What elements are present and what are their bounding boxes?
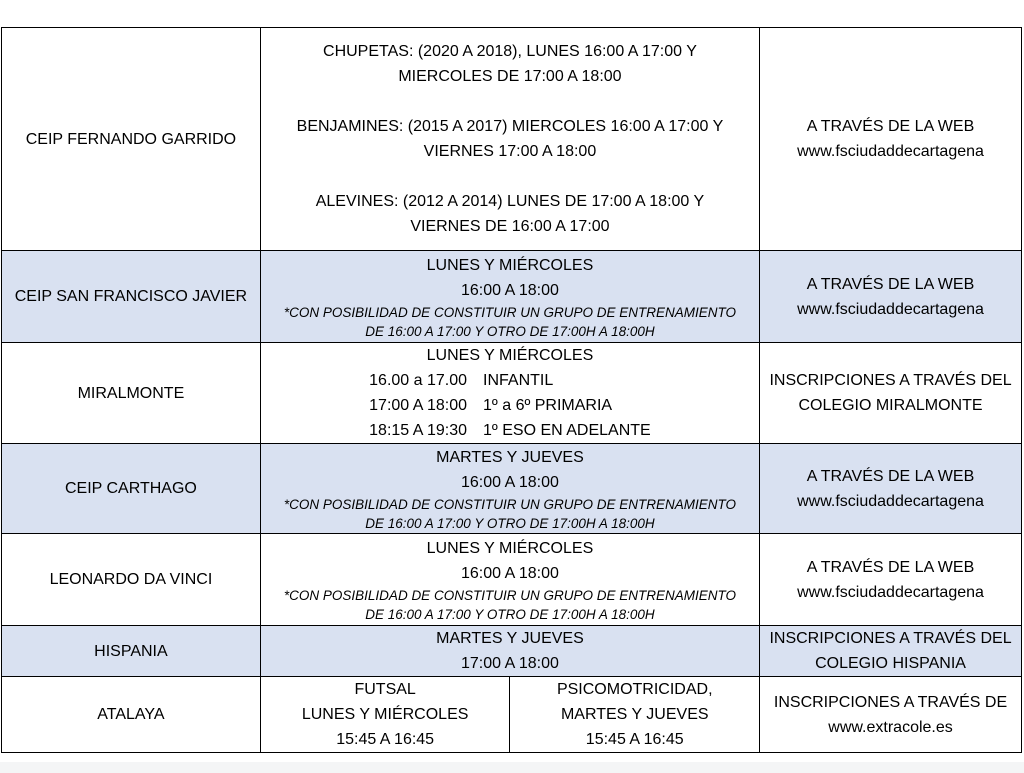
registration-url: www.fsciudaddecartagena (797, 583, 984, 601)
activity-time: 15:45 A 16:45 (585, 731, 684, 748)
schedule-table (1, 27, 1022, 753)
schedule-days: LUNES Y MIÉRCOLES (426, 256, 594, 274)
slot-time: 18:15 A 19:30 (369, 422, 468, 439)
slot-time: 17:00 A 18:00 (369, 397, 468, 414)
registration-cell (760, 534, 1022, 626)
schedule-cell (260, 534, 759, 626)
registration-cell (760, 677, 1022, 753)
registration-line: INSCRIPCIONES A TRAVÉS DEL (769, 630, 1012, 647)
schedule-note: *CON POSIBILIDAD DE CONSTITUIR UN GRUPO DE ENTRENAMIENTO (283, 587, 736, 603)
registration-line: INSCRIPCIONES A TRAVÉS DE (773, 693, 1008, 711)
activity-days: MARTES Y JUEVES (560, 706, 709, 723)
school-name: CEIP CARTHAGO (64, 480, 197, 497)
school-name: MIRALMONTE (77, 384, 185, 402)
registration-line: INSCRIPCIONES A TRAVÉS DEL (769, 372, 1012, 389)
schedule-line: BENJAMINES: (2015 A 2017) MIERCOLES 16:00 A 17:00 Y (296, 118, 724, 135)
slot-group: INFANTIL (483, 372, 554, 389)
schedule-note: DE 16:00 A 17:00 Y OTRO DE 17:00H A 18:00H (365, 606, 655, 622)
slot-row (361, 393, 659, 418)
registration-line: A TRAVÉS DE LA WEB (806, 118, 975, 135)
table-row (2, 251, 1022, 343)
schedule-time: 16:00 A 18:00 (461, 473, 559, 491)
school-cell (2, 444, 261, 534)
registration-line: A TRAVÉS DE LA WEB (806, 558, 975, 576)
activity-name: PSICOMOTRICIDAD, (556, 681, 713, 698)
activity-cell-futsal (260, 677, 510, 753)
table-row (2, 534, 1022, 626)
schedule-days: LUNES Y MIÉRCOLES (426, 539, 594, 557)
table-row (2, 444, 1022, 534)
schedule-cell (260, 251, 759, 343)
registration-url: www.fsciudaddecartagena (797, 143, 984, 160)
table-row (2, 677, 1022, 753)
registration-cell (760, 251, 1022, 343)
school-cell (2, 28, 261, 251)
table-row (2, 343, 1022, 444)
table-row (2, 28, 1022, 251)
schedule-line: VIERNES 17:00 A 18:00 (423, 143, 597, 160)
schedule-time: 16:00 A 18:00 (461, 564, 559, 582)
registration-line: COLEGIO MIRALMONTE (798, 397, 983, 414)
registration-url: www.extracole.es (828, 718, 953, 736)
schedule-days: MARTES Y JUEVES (436, 630, 584, 647)
school-cell (2, 343, 261, 444)
registration-cell (760, 444, 1022, 534)
registration-url: www.fsciudaddecartagena (797, 300, 984, 318)
school-name: CEIP SAN FRANCISCO JAVIER (14, 288, 248, 305)
activity-name: FUTSAL (354, 681, 416, 698)
schedule-line: MIERCOLES DE 17:00 A 18:00 (398, 68, 622, 85)
schedule-line: CHUPETAS: (2020 A 2018), LUNES 16:00 A 17:00 Y (323, 43, 697, 60)
registration-line: COLEGIO HISPANIA (815, 655, 966, 672)
slot-group: 1º ESO EN ADELANTE (483, 422, 651, 439)
schedule-days: MARTES Y JUEVES (436, 448, 584, 466)
bottom-margin (0, 762, 1024, 773)
school-name: LEONARDO DA VINCI (49, 571, 213, 588)
slot-row (361, 418, 659, 443)
schedule-line: ALEVINES: (2012 A 2014) LUNES DE 17:00 A 18:00 Y (315, 193, 705, 210)
activity-days: LUNES Y MIÉRCOLES (301, 706, 469, 723)
registration-line: A TRAVÉS DE LA WEB (806, 467, 975, 485)
slot-time: 16.00 a 17.00 (369, 372, 468, 389)
activity-cell-psico (510, 677, 760, 753)
schedule-days: LUNES Y MIÉRCOLES (426, 347, 594, 364)
schedule-line: VIERNES DE 16:00 A 17:00 (410, 218, 610, 235)
slot-list (361, 368, 659, 443)
school-cell (2, 626, 261, 677)
slot-row (361, 368, 659, 393)
schedule-note: *CON POSIBILIDAD DE CONSTITUIR UN GRUPO DE ENTRENAMIENTO (283, 304, 736, 320)
table-row (2, 626, 1022, 677)
schedule-note: *CON POSIBILIDAD DE CONSTITUIR UN GRUPO DE ENTRENAMIENTO (283, 496, 736, 512)
schedule-cell (260, 28, 759, 251)
slot-group: 1º a 6º PRIMARIA (483, 397, 613, 414)
schedule-time: 16:00 A 18:00 (461, 281, 559, 299)
schedule-note: DE 16:00 A 17:00 Y OTRO DE 17:00H A 18:00H (365, 323, 655, 339)
school-cell (2, 251, 261, 343)
schedule-cell (260, 343, 759, 444)
school-cell (2, 677, 261, 753)
schedule-note: DE 16:00 A 17:00 Y OTRO DE 17:00H A 18:00H (365, 515, 655, 531)
activity-time: 15:45 A 16:45 (336, 731, 435, 748)
school-cell (2, 534, 261, 626)
registration-url: www.fsciudaddecartagena (797, 492, 984, 510)
schedule-time: 17:00 A 18:00 (461, 655, 559, 672)
registration-line: A TRAVÉS DE LA WEB (806, 275, 975, 293)
schedule-cell (260, 626, 759, 677)
school-name: CEIP FERNANDO GARRIDO (25, 130, 237, 148)
registration-cell (760, 343, 1022, 444)
registration-cell (760, 28, 1022, 251)
school-name: ATALAYA (97, 706, 165, 723)
schedule-cell (260, 444, 759, 534)
school-name: HISPANIA (94, 642, 168, 660)
registration-cell (760, 626, 1022, 677)
